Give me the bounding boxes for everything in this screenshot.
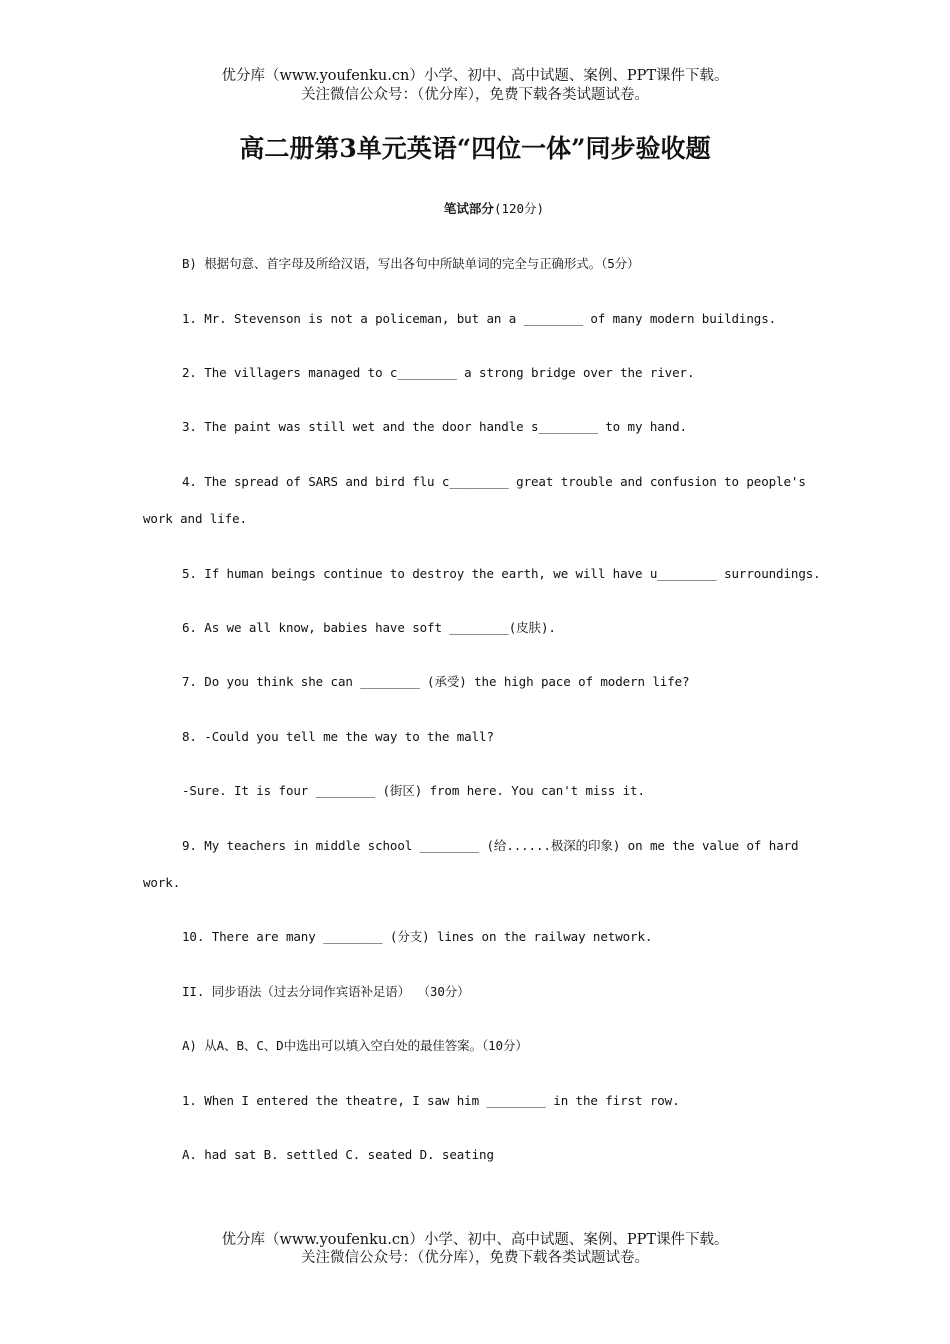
question-b9-continued: work. <box>143 875 181 890</box>
question-a1-options: A. had sat B. settled C. seated D. seating <box>182 1147 494 1162</box>
footer-promo-line-1: 优分库（www.youfenku.cn）小学、初中、高中试题、案例、PPT课件下载。 <box>221 1232 729 1248</box>
header-promo-line-1: 优分库（www.youfenku.cn）小学、初中、高中试题、案例、PPT课件下载。 <box>221 68 729 84</box>
question-a1: 1. When I entered the theatre, I saw him ________ in the first row. <box>182 1093 680 1108</box>
question-b8-reply: -Sure. It is four ________ (街区) from here. You can't miss it. <box>182 783 645 798</box>
header-promo-line-2: 关注微信公众号：（优分库），免费下载各类试题试卷。 <box>301 87 649 103</box>
question-b10: 10. There are many ________ (分支) lines on the railway network. <box>182 929 653 944</box>
footer-promo-line-2: 关注微信公众号：（优分库），免费下载各类试题试卷。 <box>301 1250 649 1266</box>
question-b5: 5. If human beings continue to destroy the earth, we will have u________ surroundings. <box>182 566 821 581</box>
instruction-part-a: A) 从A、B、C、D中选出可以填入空白处的最佳答案。（10分） <box>182 1038 528 1053</box>
question-b8: 8. -Could you tell me the way to the mall? <box>182 729 494 744</box>
question-b4-continued: work and life. <box>143 511 247 526</box>
section-name: 笔试部分 <box>443 201 494 216</box>
instruction-part-b: B) 根据句意、首字母及所给汉语，写出各句中所缺单词的完全与正确形式。（5分） <box>182 256 640 271</box>
page-title: 高二册第3单元英语“四位一体”同步验收题 <box>239 134 711 163</box>
section-ii-heading: II. 同步语法（过去分词作宾语补足语） （30分） <box>182 984 470 999</box>
section-points: (120分) <box>493 201 545 216</box>
question-b1: 1. Mr. Stevenson is not a policeman, but an a ________ of many modern buildings. <box>182 311 777 326</box>
question-b6: 6. As we all know, babies have soft ________(皮肤). <box>182 620 556 635</box>
question-b2: 2. The villagers managed to c________ a strong bridge over the river. <box>182 365 695 380</box>
section-heading <box>0 200 950 218</box>
question-b7: 7. Do you think she can ________ (承受) the high pace of modern life? <box>182 674 690 689</box>
question-b4: 4. The spread of SARS and bird flu c________ great trouble and confusion to people's <box>182 474 806 489</box>
question-b3: 3. The paint was still wet and the door handle s________ to my hand. <box>182 419 687 434</box>
question-b9: 9. My teachers in middle school ________ (给......极深的印象) on me the value of hard <box>182 838 799 853</box>
